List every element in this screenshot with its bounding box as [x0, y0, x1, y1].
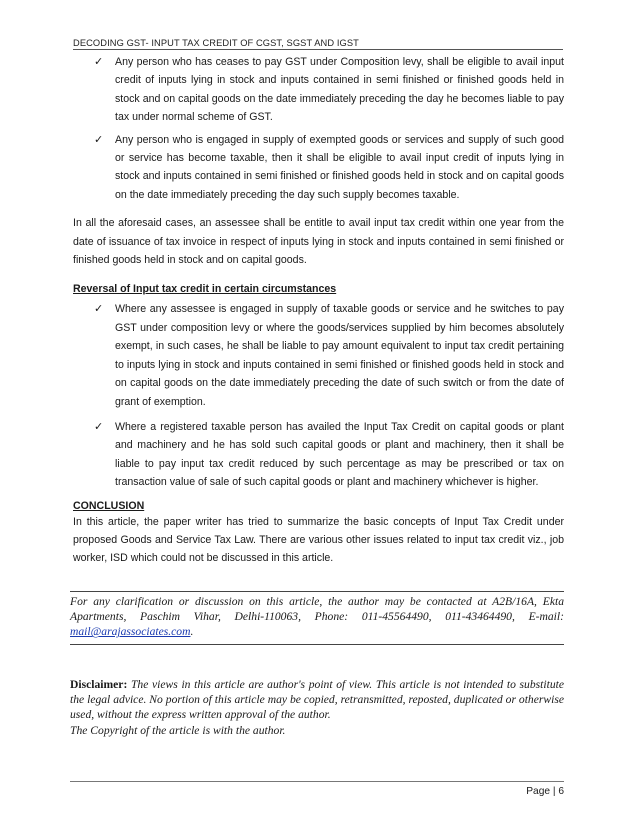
page-footer — [70, 781, 564, 797]
list-item — [73, 53, 564, 127]
list-item-text: Any person who has ceases to pay GST under Composition levy, shall be eligible to avail input credit of inputs lying in stock and inputs contained in semi finished or finished goods held in stock and on capital goods on the date immediately preceding the day he becomes liable to pay tax under normal scheme of GST. — [115, 56, 564, 124]
checkmark-icon: ✓ — [94, 55, 104, 68]
document-body — [73, 50, 564, 568]
page-number: Page | 6 — [526, 786, 564, 797]
eligibility-bullet-list — [73, 53, 564, 204]
list-item — [73, 418, 564, 492]
contact-note — [70, 591, 564, 645]
contact-suffix: . — [190, 625, 194, 639]
reversal-heading: Reversal of Input tax credit in certain circumstances — [73, 283, 337, 296]
disclaimer-text: The views in this article are author's point of view. This article is not intended to substitute the legal advice. No portion of this article may be copied, retransmitted, reposted, duplicated or otherwise used, without the express written approval of the author. — [70, 678, 564, 722]
checkmark-icon: ✓ — [94, 302, 104, 316]
list-item-text: Any person who is engaged in supply of exempted goods or services and supply of such good or service has become taxable, then it shall be eligible to avail input credit of inputs lying in stock and inputs contained in semi finished or finished goods held in stock and on capital goods on the date immediately preceding the day such supply becomes taxable. — [115, 133, 564, 201]
aforesaid-paragraph: In all the aforesaid cases, an assessee shall be entitle to avail input tax credit within one year from the date of issuance of tax invoice in respect of inputs lying in stock and inputs contained in semi finished or finished goods held in stock and on capital goods. — [73, 217, 564, 267]
reversal-bullet-list — [73, 300, 564, 491]
conclusion-paragraph: In this article, the paper writer has tried to summarize the basic concepts of Input Tax Credit under proposed Goods and Service Tax Law. There are various other issues related to input tax credit viz., job worker, ISD which could not be discussed in this article. — [73, 515, 564, 565]
copyright-text: The Copyright of the article is with the author. — [70, 723, 286, 737]
checkmark-icon: ✓ — [94, 132, 104, 146]
divider — [70, 640, 564, 645]
conclusion-heading: CONCLUSION — [73, 499, 145, 512]
running-header: DECODING GST- INPUT TAX CREDIT OF CGST, SGST AND IGST — [73, 38, 563, 50]
email-link[interactable]: mail@arajassociates.com — [70, 625, 191, 639]
disclaimer-label: Disclaimer: — [70, 678, 128, 691]
list-item-text: Where a registered taxable person has availed the Input Tax Credit on capital goods or plant and machinery and he has sold such capital goods or plant and machinery, then it shall be liable to pay input tax credit reduced by such percentage as may be prescribed or tax on transaction value of sale of such capital goods or plant and machinery whichever is higher. — [115, 420, 564, 489]
list-item-text: Where any assessee is engaged in supply of taxable goods or service and he switches to pay GST under composition levy or where the goods/services supplied by him becomes absolutely exempt, in such cases, he shall be liable to pay amount equivalent to input tax credit pertaining to inputs lying in stock and inputs contained in semi finished or finished goods held in stock and on capital goods on the date immediately preceding the date of such switch or from the date of grant of exemption. — [115, 303, 564, 408]
disclaimer — [70, 677, 564, 738]
contact-text: For any clarification or discussion on this article, the author may be contacted at A2B/16A, Ekta Apartments, Paschim Vihar, Delhi-110063, Phone: 011-45564490, 011-43464490, E-mail: — [70, 595, 564, 624]
list-item — [73, 131, 564, 205]
list-item — [73, 300, 564, 410]
checkmark-icon: ✓ — [94, 419, 104, 433]
